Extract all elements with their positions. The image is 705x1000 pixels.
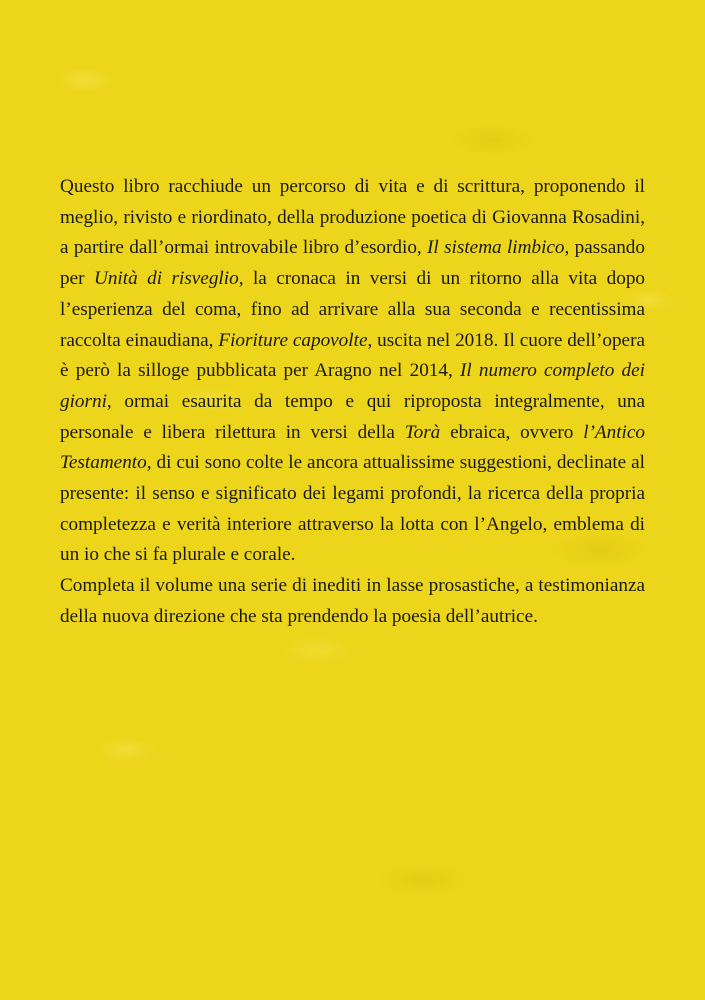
blurb-text: Completa il volume una serie di inediti in lasse prosastiche, a testimonianza della nuova direzione che sta prendendo la poesia dell’autrice. (60, 575, 645, 627)
blurb-text: , di cui sono colte le ancora attualissime suggestioni, declinate al presente: il senso e significato dei legami profondi, la ricerca della propria completezza e verità interiore attraverso la lotta con l’Angelo, emblema di un io che si fa plurale e corale. (60, 452, 645, 566)
book-title-il-sistema-limbico: Il sistema limbico (427, 237, 565, 259)
book-title-unita-di-risveglio: Unità di risveglio (93, 268, 239, 290)
blurb-text: , ormai esaurita da tempo e qui riproposta integralmente, una personale e libera rilettura in versi della (60, 390, 645, 443)
blurb-text: , passando per (60, 237, 645, 290)
book-title-il-numero-completo-dei-giorni: Il numero completo dei giorni (60, 360, 646, 412)
blurb-paragraph-2 (60, 571, 645, 632)
term-antico-testamento: l’Antico Testamento (60, 421, 645, 474)
blurb-text: ebraica, ovvero (440, 421, 584, 443)
book-title-fioriture-capovolte: Fioriture capovolte (218, 329, 368, 351)
term-tora: Torà (404, 421, 441, 443)
back-cover-blurb (60, 172, 645, 633)
blurb-text: Questo libro racchiude un percorso di vita e di scrittura, proponendo il meglio, rivisto e riordinato, della produzione poetica di Giovanna Rosadini, a partire dall’ormai introvabile libro d’esordio, (60, 176, 645, 259)
blurb-text: , la cronaca in versi di un ritorno alla vita dopo l’esperienza del coma, fino ad arrivare alla sua seconda e recentissima raccolta einaudiana, (60, 268, 646, 351)
blurb-text: , uscita nel 2018. Il cuore dell’opera è però la silloge pubblicata per Aragno nel 2014, (60, 329, 645, 382)
blurb-paragraph-1 (60, 172, 645, 571)
